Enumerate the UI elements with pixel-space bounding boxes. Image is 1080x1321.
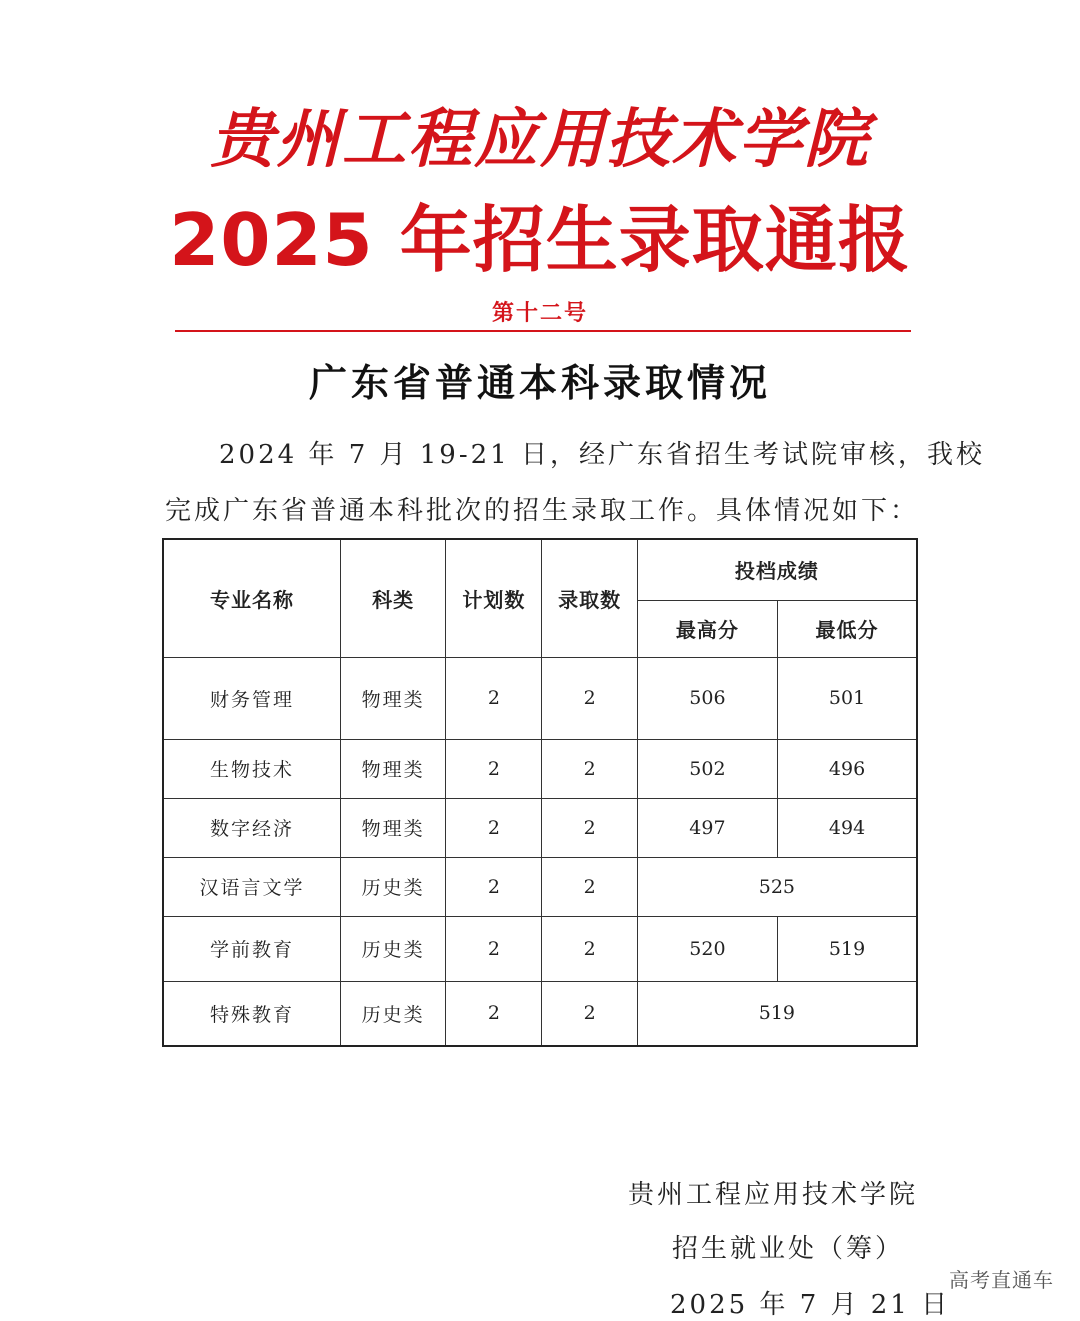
- cell-category: 历史类: [340, 857, 445, 916]
- header-category: 科类: [340, 539, 445, 657]
- header-score-group: 投档成绩: [637, 539, 917, 600]
- cell-admitted: 2: [542, 798, 637, 857]
- header-admitted: 录取数: [542, 539, 637, 657]
- cell-plan: 2: [446, 916, 542, 981]
- cell-plan: 2: [446, 739, 542, 798]
- cell-category: 物理类: [340, 798, 445, 857]
- header-plan: 计划数: [446, 539, 542, 657]
- cell-min: 519: [778, 916, 917, 981]
- header-max: 最高分: [637, 600, 777, 657]
- cell-score-merged: 519: [637, 981, 917, 1046]
- header-major: 专业名称: [163, 539, 340, 657]
- document-title: 广东省普通本科录取情况: [308, 360, 771, 405]
- table-row: [163, 981, 917, 1046]
- cell-admitted: 2: [542, 916, 637, 981]
- cell-major: 财务管理: [163, 657, 340, 739]
- table-row: [163, 798, 917, 857]
- cell-plan: 2: [446, 798, 542, 857]
- cell-category: 物理类: [340, 739, 445, 798]
- signature-dept: 招生就业处（筹）: [672, 1234, 905, 1264]
- cell-min: 501: [778, 657, 917, 739]
- cell-category: 历史类: [340, 981, 445, 1046]
- table-row: [163, 739, 917, 798]
- cell-major: 学前教育: [163, 916, 340, 981]
- cell-admitted: 2: [542, 657, 637, 739]
- intro-paragraph-line1: 2024 年 7 月 19-21 日，经广东省招生考试院审核，我校: [219, 440, 985, 470]
- cell-plan: 2: [446, 857, 542, 916]
- cell-min: 494: [778, 798, 917, 857]
- admission-table: [162, 538, 918, 1047]
- cell-major: 特殊教育: [163, 981, 340, 1046]
- signature-date: 2025 年 7 月 21 日: [670, 1290, 951, 1320]
- cell-category: 物理类: [340, 657, 445, 739]
- cell-category: 历史类: [340, 916, 445, 981]
- watermark: 高考直通车: [949, 1268, 1054, 1292]
- red-divider: [175, 330, 911, 332]
- cell-admitted: 2: [542, 857, 637, 916]
- cell-major: 数字经济: [163, 798, 340, 857]
- cell-plan: 2: [446, 981, 542, 1046]
- signature-org: 贵州工程应用技术学院: [628, 1180, 919, 1210]
- cell-max: 520: [637, 916, 777, 981]
- intro-paragraph-line2: 完成广东省普通本科批次的招生录取工作。具体情况如下：: [165, 496, 920, 526]
- cell-max: 497: [637, 798, 777, 857]
- bulletin-title: 2025 年招生录取通报: [169, 198, 911, 282]
- cell-score-merged: 525: [637, 857, 917, 916]
- cell-max: 506: [637, 657, 777, 739]
- school-logo: 贵州工程应用技术学院: [210, 102, 870, 177]
- cell-major: 汉语言文学: [163, 857, 340, 916]
- table-row: [163, 657, 917, 739]
- issue-number: 第十二号: [491, 301, 588, 326]
- header-min: 最低分: [778, 600, 917, 657]
- cell-major: 生物技术: [163, 739, 340, 798]
- cell-max: 502: [637, 739, 777, 798]
- cell-admitted: 2: [542, 739, 637, 798]
- cell-admitted: 2: [542, 981, 637, 1046]
- cell-min: 496: [778, 739, 917, 798]
- cell-plan: 2: [446, 657, 542, 739]
- table-row: [163, 916, 917, 981]
- table-row: [163, 857, 917, 916]
